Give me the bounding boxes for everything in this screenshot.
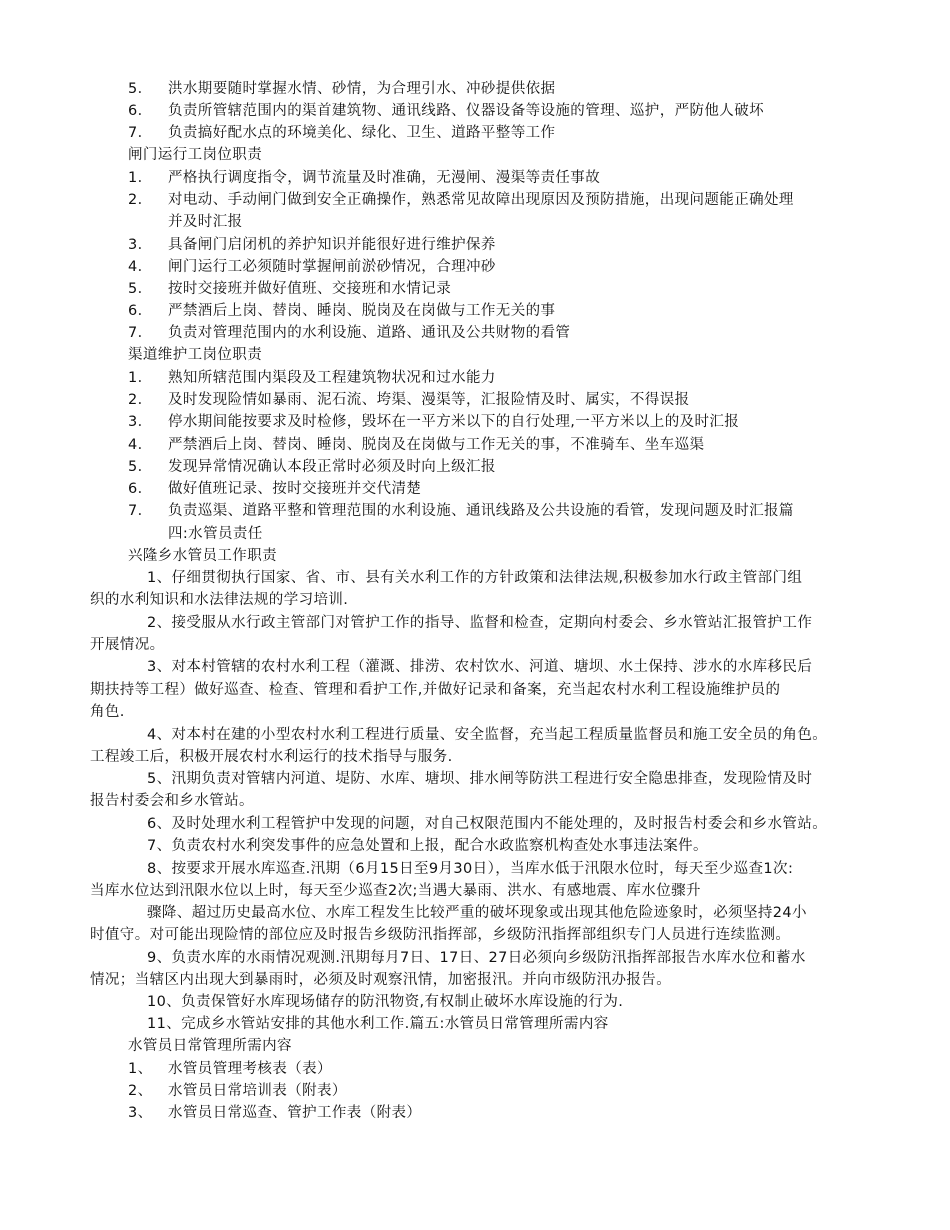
list-number: 3． <box>128 414 153 430</box>
list-number: 7． <box>128 325 153 341</box>
line-text: 熟知所辖范围内渠段及工程建筑物状况和过水能力 <box>168 370 496 386</box>
line-text: 闸门运行工岗位职责 <box>128 147 263 163</box>
line-text: 负责巡渠、道路平整和管理范围的水利设施、通讯线路及公共设施的看管，发现问题及时汇报篇 <box>168 503 794 519</box>
paragraph-line <box>168 211 243 233</box>
paragraph-line <box>90 790 254 812</box>
line-text: 当库水位达到汛限水位以上时，每天至少巡查2次;当遇大暴雨、洪水、有感地震、库水位骤升 <box>90 883 701 899</box>
list-number: 4． <box>128 259 153 275</box>
paragraph-line <box>90 969 671 991</box>
line-text: 并及时汇报 <box>168 214 243 230</box>
line-text: 渠道维护工岗位职责 <box>128 347 263 363</box>
line-text: 情况；当辖区内出现大到暴雨时，必须及时观察汛情，加密报汛。并向市级防汛办报告。 <box>90 972 672 988</box>
list-item <box>128 278 451 300</box>
line-text: 停水期间能按要求及时检修，毁坏在一平方米以下的自行处理,一平方米以上的及时汇报 <box>168 414 740 430</box>
list-item <box>128 500 794 522</box>
list-item <box>128 167 600 189</box>
paragraph-line <box>147 813 827 835</box>
list-number: 6． <box>128 303 153 319</box>
line-text: 10、负责保管好水库现场储存的防汛物资,有权制止破坏水库设施的行为. <box>147 994 624 1010</box>
line-text: 9、负责水库的水雨情况观测.汛期每月7日、17日、27日必须向乡级防汛指挥部报告水库水位和蓄水 <box>147 950 806 966</box>
paragraph-line <box>147 835 708 857</box>
list-item <box>128 456 496 478</box>
list-item <box>128 367 496 389</box>
line-text: 发现异常情况确认本段正常时必须及时向上级汇报 <box>168 459 496 475</box>
line-text: 4、对本村在建的小型农村水利工程进行质量、安全监督，充当起工程质量监督员和施工安全员的角色。 <box>147 727 828 743</box>
line-text: 6、及时处理水利工程管护中发现的问题，对自己权限范围内不能处理的，及时报告村委会和乡水管站。 <box>147 816 828 832</box>
line-text: 织的水利知识和水法律法规的学习培训. <box>90 592 349 608</box>
line-text: 兴隆乡水管员工作职责 <box>128 548 277 564</box>
line-text: 1、仔细贯彻执行国家、省、市、县有关水利工作的方针政策和法律法规,积极参加水行政主管部门组 <box>147 570 803 586</box>
line-text: 严禁酒后上岗、替岗、睡岗、脱岗及在岗做与工作无关的事，不准骑车、坐车巡渠 <box>168 437 705 453</box>
list-number: 2． <box>128 392 153 408</box>
list-number: 6． <box>128 481 153 497</box>
list-item <box>128 78 555 100</box>
line-text: 7、负责农村水利突发事件的应急处置和上报，配合水政监察机构查处水事违法案件。 <box>147 838 708 854</box>
paragraph-line <box>90 880 701 902</box>
line-text: 严禁酒后上岗、替岗、睡岗、脱岗及在岗做与工作无关的事 <box>168 303 556 319</box>
line-text: 严格执行调度指令，调节流量及时准确，无漫闸、漫渠等责任事故 <box>168 170 601 186</box>
list-number: 2． <box>128 192 153 208</box>
paragraph-line <box>147 991 623 1013</box>
list-number: 3、 <box>128 1105 153 1121</box>
paragraph-line <box>147 1013 609 1035</box>
paragraph-line <box>128 545 277 567</box>
list-item <box>128 234 496 256</box>
list-number: 1． <box>128 170 153 186</box>
paragraph-line <box>147 768 812 790</box>
paragraph-line <box>147 902 807 924</box>
list-number: 5． <box>128 81 153 97</box>
list-number: 3． <box>128 237 153 253</box>
line-text: 时值守。对可能出现险情的部位应及时报告乡级防汛指挥部，乡级防汛指挥部组织专门人员进行连续监测。 <box>90 927 791 943</box>
paragraph-line <box>147 724 827 746</box>
line-text: 闸门运行工必须随时掌握闸前淤砂情况，合理冲砂 <box>168 259 496 275</box>
line-text: 开展情况。 <box>90 637 165 653</box>
line-text: 水管员日常培训表（附表） <box>168 1083 347 1099</box>
paragraph-line <box>128 344 262 366</box>
line-text: 期扶持等工程）做好巡查、检查、管理和看护工作,并做好记录和备案，充当起农村水利工程设施维护员的 <box>90 682 781 698</box>
list-number: 7． <box>128 125 153 141</box>
list-item <box>128 122 555 144</box>
line-text: 角色. <box>90 704 125 720</box>
list-number: 1． <box>128 370 153 386</box>
line-text: 工程竣工后，积极开展农村水利运行的技术指导与服务. <box>90 749 453 765</box>
paragraph-line <box>147 656 812 678</box>
line-text: 四:水管员责任 <box>168 526 263 542</box>
paragraph-line <box>128 144 262 166</box>
list-number: 1、 <box>128 1061 153 1077</box>
line-text: 水管员日常巡查、管护工作表（附表） <box>168 1105 422 1121</box>
paragraph-line <box>128 1035 292 1057</box>
line-text: 5、汛期负责对管辖内河道、堤防、水库、塘坝、排水闸等防洪工程进行安全隐患排查，发现险情及时 <box>147 771 813 787</box>
line-text: 水管员管理考核表（表） <box>168 1061 332 1077</box>
list-number: 7． <box>128 503 153 519</box>
paragraph-line <box>90 924 790 946</box>
list-item <box>128 189 794 211</box>
paragraph-line <box>90 679 780 701</box>
line-text: 洪水期要随时掌握水情、砂情，为合理引水、冲砂提供依据 <box>168 81 556 97</box>
list-item <box>128 434 704 456</box>
line-text: 2、接受服从水行政主管部门对管护工作的指导、监督和检查，定期向村委会、乡水管站汇报管护工作 <box>147 615 813 631</box>
list-item <box>128 1058 332 1080</box>
list-item <box>128 1102 421 1124</box>
line-text: 负责搞好配水点的环境美化、绿化、卫生、道路平整等工作 <box>168 125 556 141</box>
line-text: 及时发现险情如暴雨、泥石流、垮渠、漫渠等，汇报险情及时、属实，不得误报 <box>168 392 690 408</box>
line-text: 水管员日常管理所需内容 <box>128 1038 292 1054</box>
line-text: 具备闸门启闭机的养护知识并能很好进行维护保养 <box>168 237 496 253</box>
list-item <box>128 1080 347 1102</box>
list-item <box>128 478 421 500</box>
line-text: 3、对本村管辖的农村水利工程（灌溉、排涝、农村饮水、河道、塘坝、水土保持、涉水的水库移民后 <box>147 659 813 675</box>
paragraph-line <box>147 567 802 589</box>
line-text: 对电动、手动闸门做到安全正确操作，熟悉常见故障出现原因及预防措施，出现问题能正确处理 <box>168 192 794 208</box>
paragraph-line <box>147 858 793 880</box>
list-number: 5． <box>128 281 153 297</box>
line-text: 负责所管辖范围内的渠首建筑物、通讯线路、仪器设备等设施的管理、巡护，严防他人破坏 <box>168 103 764 119</box>
list-number: 4． <box>128 437 153 453</box>
line-text: 骤降、超过历史最高水位、水库工程发生比较严重的破坏现象或出现其他危险迹象时，必须坚持24小 <box>147 905 807 921</box>
list-item <box>128 256 496 278</box>
paragraph-line <box>90 634 165 656</box>
paragraph-line <box>90 746 453 768</box>
paragraph-line <box>90 701 125 723</box>
line-text: 报告村委会和乡水管站。 <box>90 793 254 809</box>
list-number: 6． <box>128 103 153 119</box>
list-item <box>128 100 764 122</box>
paragraph-line <box>147 612 812 634</box>
line-text: 11、完成乡水管站安排的其他水利工作.篇五:水管员日常管理所需内容 <box>147 1016 609 1032</box>
paragraph-line <box>168 523 263 545</box>
line-text: 做好值班记录、按时交接班并交代清楚 <box>168 481 422 497</box>
list-item <box>128 322 570 344</box>
list-number: 2、 <box>128 1083 153 1099</box>
paragraph-line <box>90 589 348 611</box>
paragraph-line <box>147 947 806 969</box>
list-item <box>128 389 690 411</box>
list-item <box>128 300 555 322</box>
line-text: 8、按要求开展水库巡查.汛期（6月15日至9月30日），当库水低于汛限水位时，每天至少巡查1次: <box>147 861 794 877</box>
line-text: 负责对管理范围内的水利设施、道路、通讯及公共财物的看管 <box>168 325 571 341</box>
line-text: 按时交接班并做好值班、交接班和水情记录 <box>168 281 452 297</box>
list-number: 5． <box>128 459 153 475</box>
list-item <box>128 411 739 433</box>
